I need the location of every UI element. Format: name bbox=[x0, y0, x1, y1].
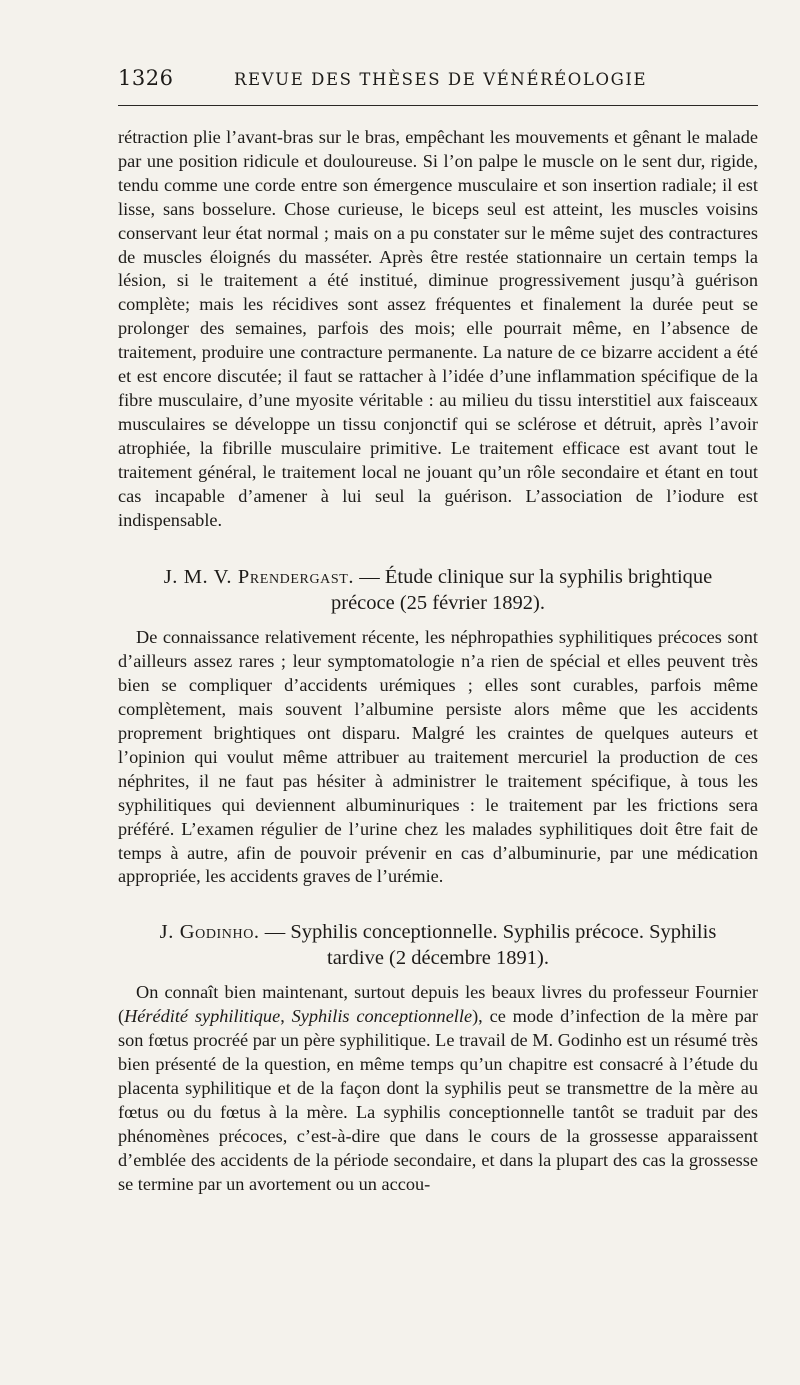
page-number: 1326 bbox=[118, 66, 174, 90]
article-title-part-2: tardive (2 décembre 1891). bbox=[327, 947, 549, 970]
title-separator: , bbox=[280, 1006, 292, 1027]
article-heading-godinho bbox=[118, 919, 758, 971]
article-heading-line-1 bbox=[118, 564, 758, 590]
running-title: REVUE DES THÈSES DE VÉNÉRÉOLOGIE bbox=[234, 70, 648, 89]
paragraph-text-start: On connaît bien maintenant, surtout depuis les beaux livres du professeur Fournier ( bbox=[118, 982, 758, 1027]
article-paragraph-godinho bbox=[118, 981, 758, 1196]
paragraph-text-end: ), ce mode d’infection de la mère par son fœtus procréé par un père syphilitique. Le travail de M. Godinho est un résumé très bien présenté de la question, en même temps qu’un chapitre est consacré à l’étude du placenta syphilitique et de la façon dont la syphilis peut se transmettre de la mère au fœtus ou du fœtus à la mère. La syphilis conceptionnelle tantôt se traduit par des phénomènes précoces, c’est-à-dire que dans le cours de la grossesse apparaissent d’emblée des accidents de la période secondaire, et dans la plupart des cas la grossesse se termine par un avortement ou un accou- bbox=[118, 1006, 758, 1194]
article-title-part-2: précoce (25 février 1892). bbox=[331, 592, 545, 615]
header-rule bbox=[118, 105, 758, 106]
article-author: J. M. V. Prendergast. bbox=[163, 566, 355, 589]
article-author: J. Godinho. bbox=[159, 921, 260, 944]
article-paragraph-prendergast: De connaissance relativement récente, les néphropathies syphilitiques précoces sont d’ailleurs assez rares ; leur symptomatologie n’a rien de spécial et elles peuvent très bien se compliquer d’accidents urémiques ; elles sont curables, parfois même complètement, mais souvent l’albumine persiste alors même que les accidents proprement brightiques ont disparu. Malgré les craintes de quelques auteurs et l’opinion qui voulut même attribuer au traitement mercuriel la production de ces néphrites, il ne faut pas hésiter à administrer le traitement spécifique, à tous les syphilitiques qui deviennent albuminuriques : le traitement par les frictions sera préféré. L’examen régulier de l’urine chez les malades syphilitiques doit être fait de temps à autre, afin de pouvoir prévenir en cas d’albuminurie, par une médication appropriée, les accidents graves de l’urémie. bbox=[118, 627, 758, 887]
book-title-syphilis-conceptionnelle: Syphilis conceptionnelle bbox=[291, 1006, 473, 1027]
running-header bbox=[118, 66, 758, 96]
article-heading-line-1 bbox=[118, 919, 758, 945]
page-body bbox=[118, 126, 758, 1197]
continuation-paragraph: rétraction plie l’avant-bras sur le bras, empêchant les mouvements et gênant le malade par une position ridicule et douloureuse. Si l’on palpe le muscle on le sent dur, rigide, tendu comme une corde entre son émergence musculaire et son insertion radiale; il est lisse, sans bosselure. Chose curieuse, le biceps seul est atteint, les muscles voisins conservant leur état normal ; mais on a pu constater sur le même sujet des contractures de muscles éloignés du masséter. Après être restée stationnaire un certain temps la lésion, si le traitement a été institué, diminue progressivement jusqu’à guérison complète; mais les récidives sont assez fréquentes et finalement la durée peut se prolonger des semaines, parfois des mois; elle pourrait même, en l’absence de traitement, produire une contracture permanente. La nature de ce bizarre accident a été et est encore discutée; il faut se rattacher à l’idée d’une inflammation spécifique de la fibre musculaire, d’une myosite véritable : au milieu du tissu interstitiel aux faisceaux musculaires se développe un tissu conjonctif qui se sclérose et détruit, après l’avoir atrophiée, la fibrille musculaire primitive. Le traitement efficace est avant tout le traitement général, le traitement local ne jouant qu’un rôle secondaire et étant en tout cas incapable d’amener à lui seul la guérison. L’association de l’iodure est indispensable. bbox=[118, 127, 758, 530]
article-title-part-1: — Étude clinique sur la syphilis brightique bbox=[359, 566, 713, 589]
article-heading-prendergast bbox=[118, 564, 758, 616]
book-title-heredite: Hérédité syphilitique bbox=[124, 1006, 281, 1027]
article-title-part-1: — Syphilis conceptionnelle. Syphilis précoce. Syphilis bbox=[264, 921, 717, 944]
